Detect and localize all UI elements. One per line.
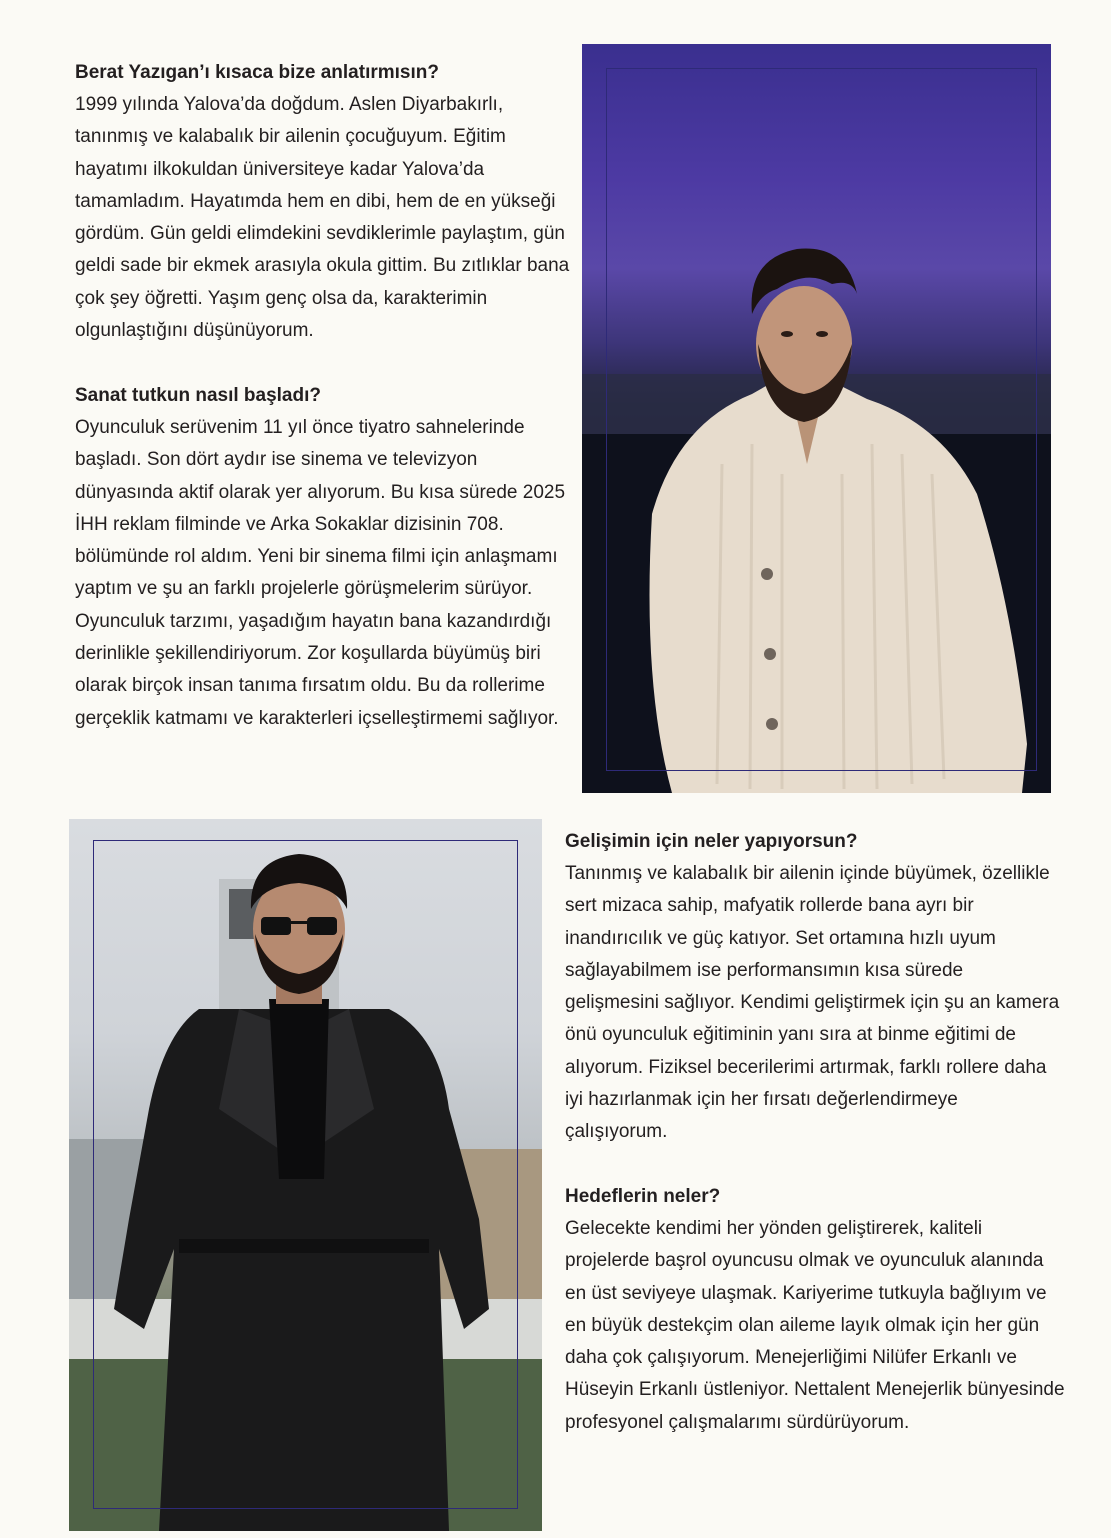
portrait-figure-leather-coat [69, 819, 542, 1531]
portrait-photo-top [582, 44, 1051, 793]
section-answer: Oyunculuk serüvenim 11 yıl önce tiyatro sahnelerinde başladı. Son dört aydır ise sinema ve televizyon dünyasında aktif olarak yer alıyorum. Bu kısa sürede 2025 İHH reklam filminde ve Arka Sokaklar dizisinin 708. bölümünde rol aldım. Yeni bir sinema filmi için anlaşmamı yaptım ve şu an farklı projelerle görüşmelerim sürüyor. Oyunculuk tarzımı, yaşadığım hayatın bana kazandırdığı derinlikle şekillendiriyorum. Zor koşullarda büyümüş biri olarak birçok insan tanıma fırsatım oldu. Bu da rollerime gerçeklik katmamı ve karakterleri içselleştirmemi sağlıyor. [75, 417, 566, 729]
section-question: Hedeflerin neler? [565, 1186, 721, 1207]
section-art-passion [75, 380, 575, 735]
section-goals [565, 1181, 1065, 1439]
section-question: Berat Yazıgan’ı kısaca bize anlatırmısın? [75, 62, 439, 83]
section-answer: Gelecekte kendimi her yönden geliştirerek, kaliteli projelerde başrol oyuncusu olmak ve oyunculuk alanında en üst seviyeye ulaşmak. Kariyerime tutkuyla bağlıyım ve en büyük destekçim olan aileme layık olmak için her gün daha çok çalışıyorum. Menejerliğimi Nilüfer Erkanlı ve Hüseyin Erkanlı üstleniyor. Nettalent Menejerlik bünyesinde profesyonel çalışmalarımı sürdürüyorum. [565, 1218, 1065, 1433]
portrait-figure-white-shirt [582, 44, 1051, 793]
section-development [565, 826, 1060, 1149]
portrait-photo-bottom [69, 819, 542, 1531]
section-intro [75, 57, 575, 347]
section-answer: Tanınmış ve kalabalık bir ailenin içinde büyümek, özellikle sert mizaca sahip, mafyatik rollerde bana ayrı bir inandırıcılık ve güç katıyor. Set ortamına hızlı uyum sağlayabilmem ise performansımın kısa sürede gelişmesini sağlıyor. Kendimi geliştirmek için şu an kamera önü oyunculuk eğitiminin yanı sıra at binme eğitimi de alıyorum. Fiziksel becerilerimi artırmak, farklı rollere daha iyi hazırlanmak için her fırsatı değerlendirmeye çalışıyorum. [565, 863, 1060, 1143]
section-question: Gelişimin için neler yapıyorsun? [565, 831, 858, 852]
section-question: Sanat tutkun nasıl başladı? [75, 385, 321, 406]
section-answer: 1999 yılında Yalova’da doğdum. Aslen Diyarbakırlı, tanınmış ve kalabalık bir ailenin çocuğuyum. Eğitim hayatımı ilkokuldan üniversiteye kadar Yalova’da tamamladım. Hayatımda hem en dibi, hem de en yükseği gördüm. Gün geldi elimdekini sevdiklerimle paylaştım, gün geldi sade bir ekmek arasıyla okula gittim. Bu zıtlıklar bana çok şey öğretti. Yaşım genç olsa da, karakterimin olgunlaştığını düşünüyorum. [75, 94, 570, 342]
